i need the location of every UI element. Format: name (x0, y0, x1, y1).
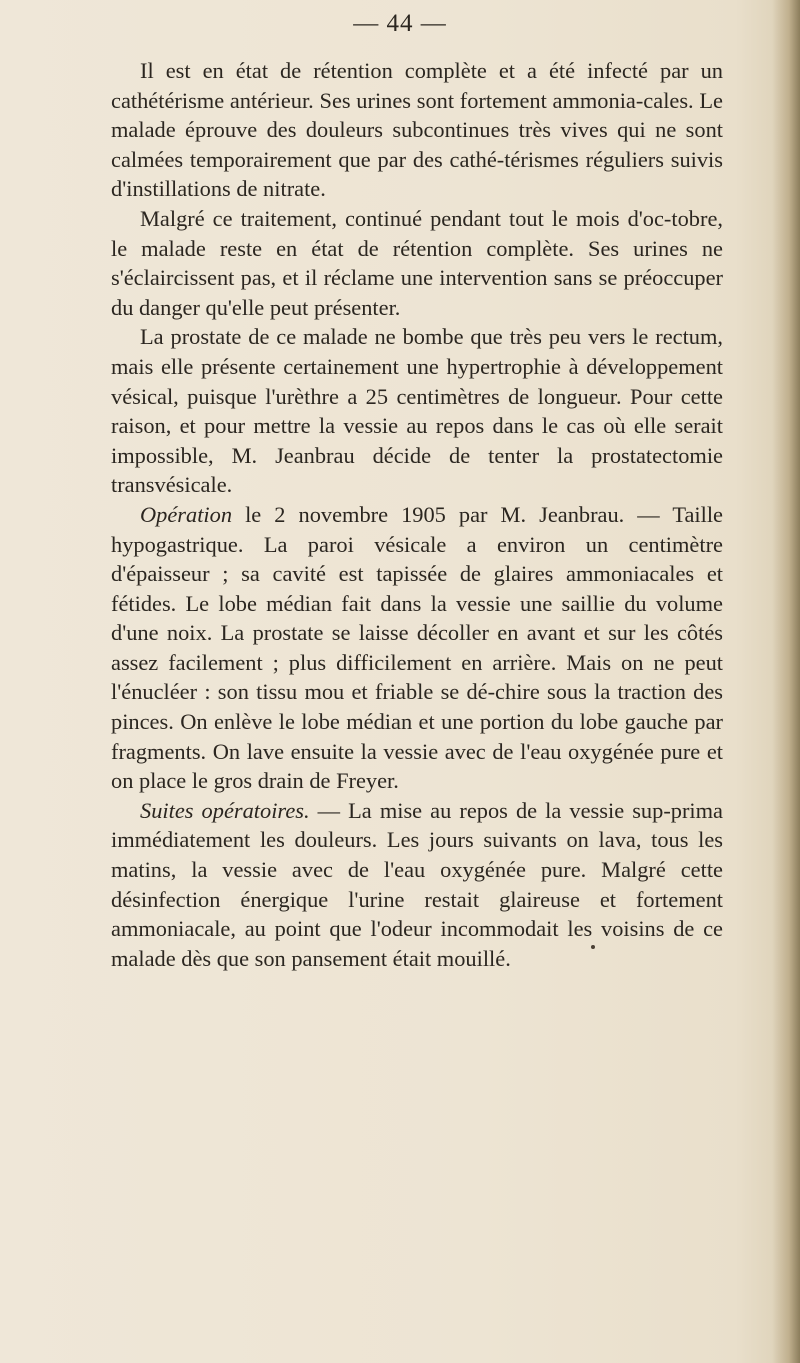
paragraph (111, 322, 723, 500)
page-edge-shadow (772, 0, 800, 1363)
paragraph-lead: Opération (140, 501, 233, 527)
paragraph-text: le 2 novembre 1905 par M. Jeanbrau. — Taille hypogastrique. La paroi vésicale a environ un centimètre d'épaisseur ; sa cavité est tapissée de glaires ammoniacales et fétides. Le lobe médian fait dans la vessie une saillie du volume d'une noix. La prostate se laisse décoller en avant et sur les côtés assez facilement ; plus difficilement en arrière. Mais on ne peut l'énucléer : son tissu mou et friable se dé-chire sous la traction des pinces. On enlève le lobe médian et une portion du lobe gauche par fragments. On lave ensuite la vessie avec de l'eau oxygénée pure et on place le gros drain de Freyer. (111, 501, 723, 794)
body-text (111, 56, 723, 973)
paragraph (111, 56, 723, 204)
paragraph (111, 796, 723, 974)
paragraph (111, 204, 723, 322)
paragraph-text: — La mise au repos de la vessie sup-prima immédiatement les douleurs. Les jours suivants on lava, tous les matins, la vessie avec de l'eau oxygénée pure. Malgré cette désinfection énergique l'urine restait glaireuse et fortement ammoniacale, au point que l'odeur incommodait les voisins de ce malade dès que son pansement était mouillé. (111, 797, 723, 971)
ink-speck (591, 945, 595, 949)
paragraph-lead: Suites opératoires. (140, 797, 310, 823)
paragraph-text: Malgré ce traitement, continué pendant tout le mois d'oc-tobre, le malade reste en état de rétention complète. Ses urines ne s'éclaircissent pas, et il réclame une intervention sans se préoccuper du danger qu'elle peut présenter. (111, 205, 723, 320)
page-number: — 44 — (353, 10, 447, 37)
paragraph-text: La prostate de ce malade ne bombe que très peu vers le rectum, mais elle présente certainement une hypertrophie à développement vésical, puisque l'urèthre a 25 centimètres de longueur. Pour cette raison, et pour mettre la vessie au repos dans le cas où elle serait impossible, M. Jeanbrau décide de tenter la prostatectomie transvésicale. (111, 324, 723, 498)
paragraph-text: Il est en état de rétention complète et a été infecté par un cathétérisme antérieur. Ses urines sont fortement ammonia-cales. Le malade éprouve des douleurs subcontinues très vives qui ne sont calmées temporairement que par des cathé-térismes réguliers suivis d'instillations de nitrate. (111, 58, 723, 202)
paragraph (111, 500, 723, 796)
